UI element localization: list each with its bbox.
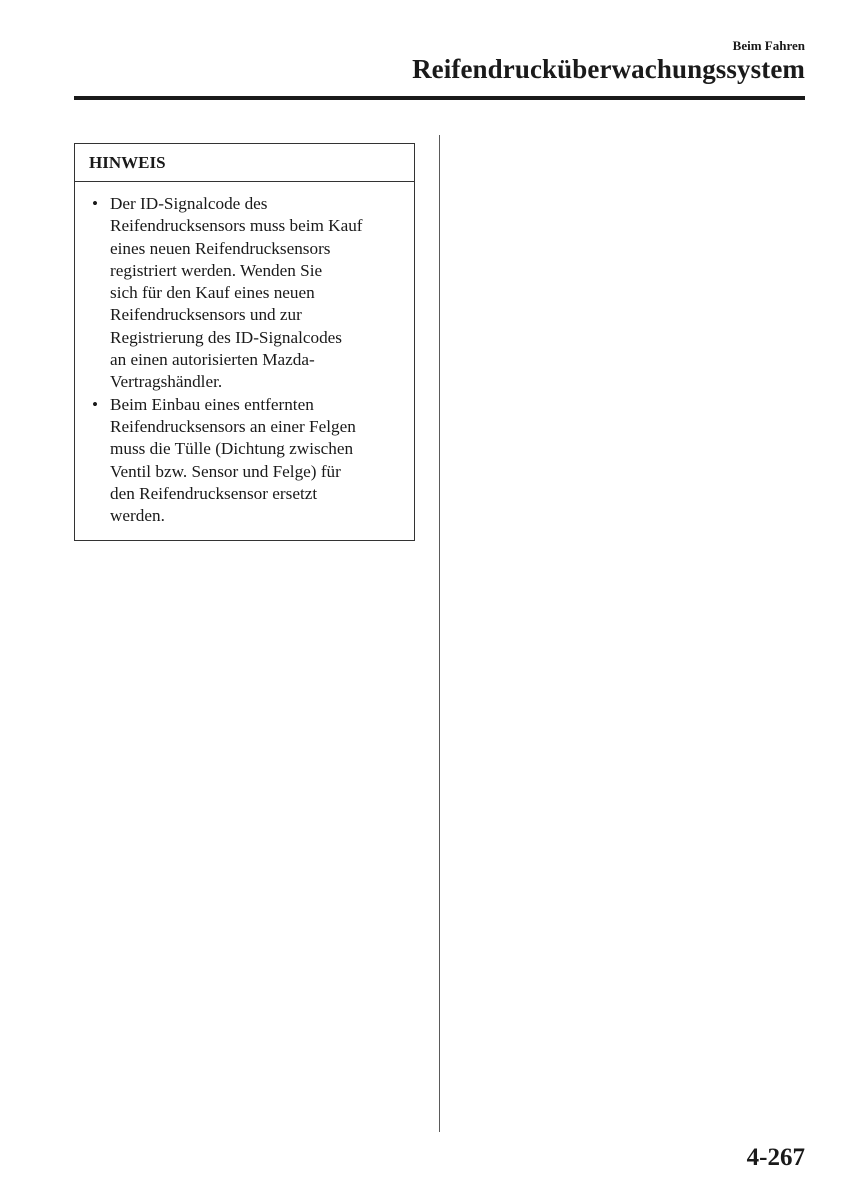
- note-line: den Reifendrucksensor ersetzt: [110, 483, 318, 503]
- note-line: Reifendrucksensors an einer Felgen: [110, 416, 356, 436]
- note-line: werden.: [110, 506, 165, 526]
- note-body: [75, 182, 414, 540]
- note-box: [74, 143, 415, 541]
- note-item: [89, 193, 400, 394]
- note-heading: HINWEIS: [75, 144, 414, 182]
- note-line: Vertragshändler.: [110, 372, 223, 392]
- note-line: registriert werden. Wenden Sie: [110, 260, 323, 280]
- note-line: eines neuen Reifendrucksensors: [110, 238, 331, 258]
- section-label: Beim Fahren: [732, 38, 805, 53]
- page-number: 4-267: [746, 1144, 805, 1171]
- note-line: Reifendrucksensors muss beim Kauf: [110, 216, 363, 236]
- bullet-icon: •: [92, 394, 99, 414]
- note-list: [89, 193, 400, 527]
- chapter-title: Reifendrucküberwachungssystem: [412, 54, 805, 84]
- note-item: [89, 394, 400, 528]
- note-line: Ventil bzw. Sensor und Felge) für: [110, 461, 341, 481]
- note-line: Der ID-Signalcode des: [110, 194, 268, 213]
- column-divider: [439, 135, 440, 1132]
- header-rule: [74, 96, 805, 100]
- note-line: Beim Einbau eines entfernten: [110, 394, 314, 414]
- note-line: Reifendrucksensors und zur: [110, 305, 302, 325]
- note-line: muss die Tülle (Dichtung zwischen: [110, 439, 354, 459]
- note-line: an einen autorisierten Mazda-: [110, 350, 315, 370]
- note-line: Registrierung des ID-Signalcodes: [110, 327, 342, 347]
- note-line: sich für den Kauf eines neuen: [110, 283, 315, 303]
- bullet-icon: •: [92, 194, 99, 213]
